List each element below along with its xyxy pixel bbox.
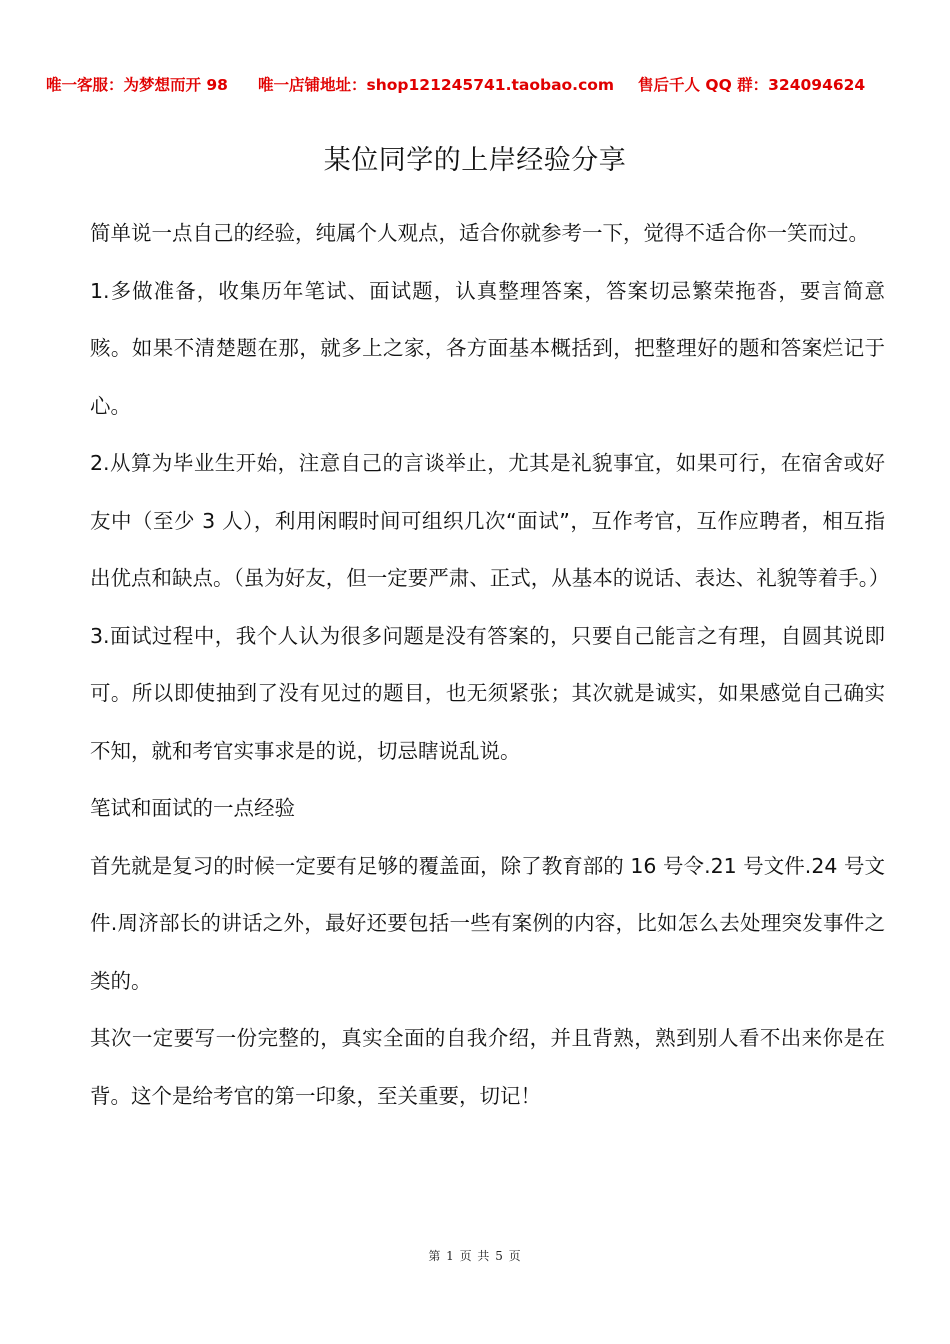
paragraph-self-intro: 其次一定要写一份完整的，真实全面的自我介绍，并且背熟，熟到别人看不出来你是在背。这个是给考官的第一印象，至关重要，切记！ [90, 1026, 885, 1108]
header-bar [0, 73, 950, 97]
header-service-text: 唯一客服：为梦想而开 98 [46, 76, 228, 94]
document-body [90, 205, 890, 1125]
section-heading: 笔试和面试的一点经验 [90, 796, 295, 820]
paragraph-review-coverage: 首先就是复习的时候一定要有足够的覆盖面，除了教育部的 16 号令.21 号文件.24 号文件.周济部长的讲话之外，最好还要包括一些有案例的内容，比如怎么去处理突发事件之类的。 [90, 853, 885, 993]
paragraph-point-2: 2.从算为毕业生开始，注意自己的言谈举止，尤其是礼貌事宜，如果可行，在宿舍或好友中（至少 3 人），利用闲暇时间可组织几次“面试”，互作考官，互作应聘者，相互指出优点和缺点。（虽为好友，但一定要严肃、正式，从基本的说话、表达、礼貌等着手。） [90, 451, 890, 590]
header-shop-address: 唯一店铺地址：shop121245741.taobao.com [258, 76, 615, 94]
document-title: 某位同学的上岸经验分享 [323, 145, 627, 176]
paragraph-point-1: 1.多做准备，收集历年笔试、面试题，认真整理答案，答案切忌繁荣拖沓，要言简意赅。如果不清楚题在那，就多上之家，各方面基本概括到，把整理好的题和答案烂记于心。 [90, 278, 885, 418]
page-indicator: 第 1 页 共 5 页 [428, 1249, 522, 1263]
header-qq-group: 售后千人 QQ 群：324094624 [638, 76, 866, 94]
paragraph-intro: 简单说一点自己的经验，纯属个人观点，适合你就参考一下，觉得不适合你一笑而过。 [90, 221, 869, 245]
paragraph-point-3: 3.面试过程中，我个人认为很多问题是没有答案的，只要自己能言之有理，自圆其说即可。所以即使抽到了没有见过的题目，也无须紧张；其次就是诚实，如果感觉自己确实不知，就和考官实事求是的说，切忌瞎说乱说。 [90, 623, 885, 763]
